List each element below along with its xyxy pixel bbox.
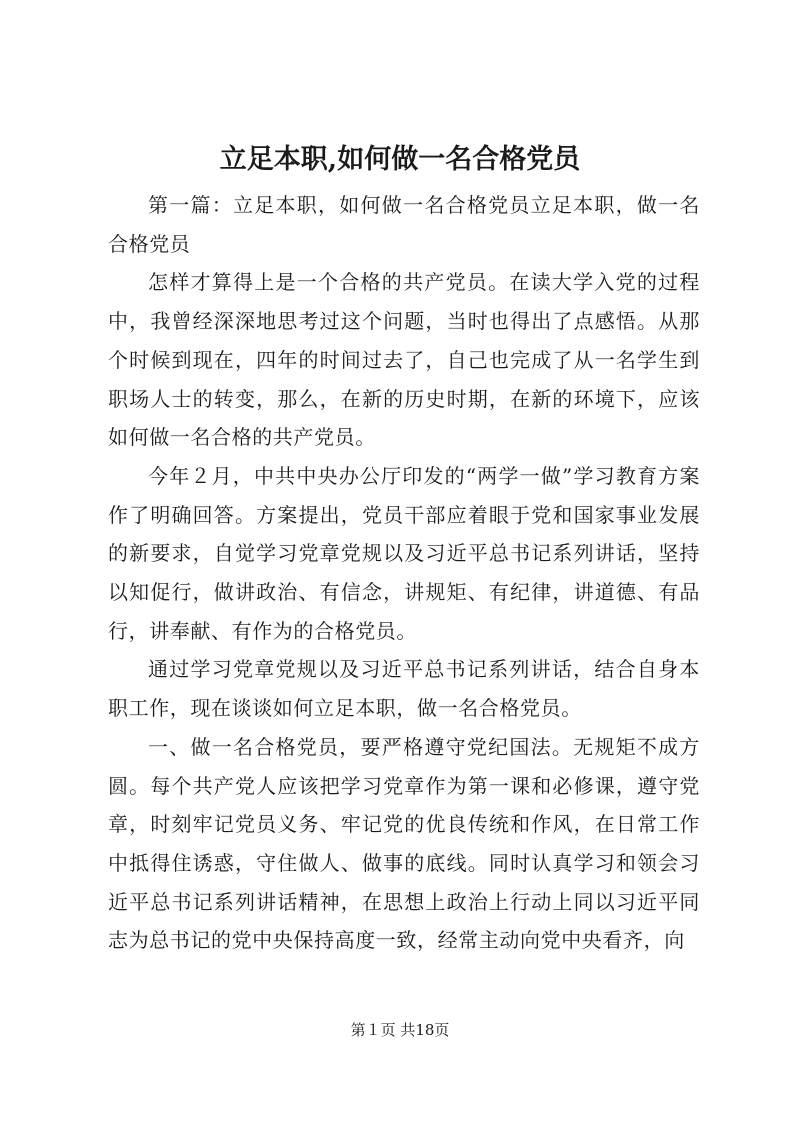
paragraph-4: 通过学习党章党规以及习近平总书记系列讲话，结合自身本职工作，现在谈谈如何立足本职，做一名合格党员。 bbox=[108, 657, 700, 721]
paragraph-5: 一、做一名合格党员，要严格遵守党纪国法。无规矩不成方圆。每个共产党人应该把学习党章作为第一课和必修课，遵守党章，时刻牢记党员义务、牢记党的优良传统和作风，在日常工作中抵得住诱惑，守住做人、做事的底线。同时认真学习和领会习近平总书记系列讲话精神，在思想上政治上行动上同以习近平同志为总书记的党中央保持高度一致，经常主动向党中央看齐，向 bbox=[108, 734, 700, 953]
document-body bbox=[108, 186, 700, 960]
paragraph-1: 第一篇：立足本职，如何做一名合格党员立足本职，做一名合格党员 bbox=[108, 193, 700, 256]
paragraph-3: 今年２月，中共中央办公厅印发的“两学一做”学习教育方案作了明确回答。方案提出，党员干部应着眼于党和国家事业发展的新要求，自觉学习党章党规以及习近平总书记系列讲话，坚持以知促行，做讲政治、有信念，讲规矩、有纪律，讲道德、有品行，讲奉献、有作为的合格党员。 bbox=[108, 463, 700, 643]
document-title: 立足本职,如何做一名合格党员 bbox=[219, 144, 581, 175]
paragraph-2: 怎样才算得上是一个合格的共产党员。在读大学入党的过程中，我曾经深深地思考过这个问题，当时也得出了点感悟。从那个时候到现在，四年的时间过去了，自己也完成了从一名学生到职场人士的转变，那么，在新的历史时期，在新的环境下，应该如何做一名合格的共产党员。 bbox=[108, 270, 700, 450]
page-footer: 第１页 共18页 bbox=[350, 1021, 450, 1039]
